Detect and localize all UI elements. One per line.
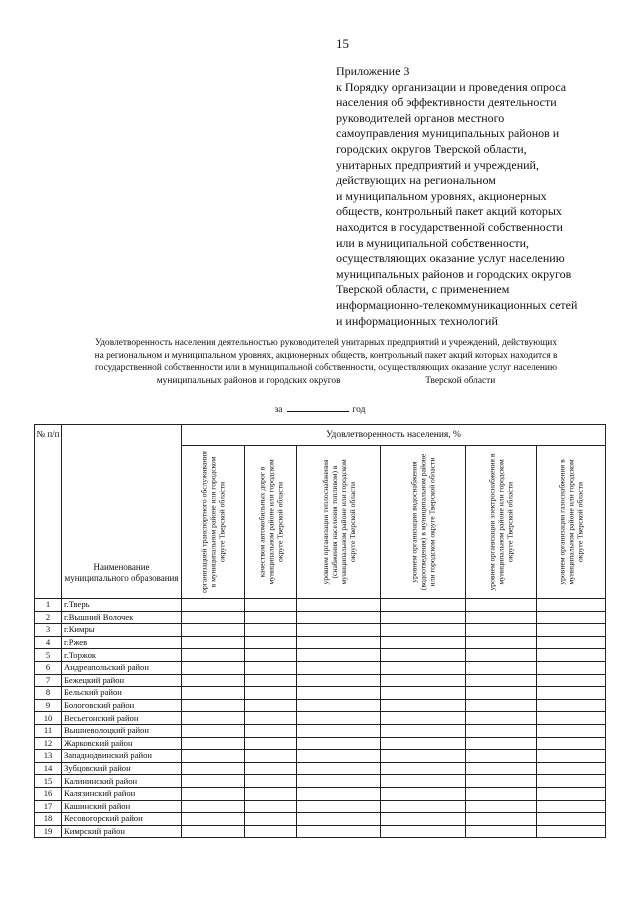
table-row [35,762,606,775]
municipality-name: Калининский район [62,775,182,788]
satisfaction-cell [537,825,606,838]
municipality-name: Кимрский район [62,825,182,838]
report-heading [40,337,612,387]
satisfaction-cell [297,699,381,712]
column-header-roads: качеством автомобильных дорог в муниципальном районе или городском округе Тверской области [245,446,297,599]
satisfaction-cell [381,611,466,624]
satisfaction-cell [537,649,606,662]
satisfaction-cell [297,737,381,750]
satisfaction-cell [381,750,466,763]
appendix-line: Тверской области, с применением [336,282,510,297]
table-row [35,775,606,788]
satisfaction-cell [182,611,245,624]
satisfaction-cell [245,825,297,838]
page-number: 15 [336,36,349,51]
column-header-electricity: уровнем организации электроснабжения в муниципальном районе или городском округе Тверской области [466,446,537,599]
satisfaction-cell [297,636,381,649]
table-row [35,712,606,725]
row-number: 11 [35,724,62,737]
table-row [35,724,606,737]
appendix-line: обществ, контрольный пакет акций которых [336,204,562,219]
satisfaction-cell [182,825,245,838]
satisfaction-cell [297,800,381,813]
table-row [35,750,606,763]
table-row [35,599,606,612]
appendix-line: или в муниципальной собственности, [336,235,529,250]
row-number: 15 [35,775,62,788]
municipality-name: г.Ржев [62,636,182,649]
satisfaction-cell [381,636,466,649]
row-number: 17 [35,800,62,813]
row-number: 14 [35,762,62,775]
satisfaction-cell [245,699,297,712]
satisfaction-cell [537,611,606,624]
appendix-note [336,64,632,329]
table-row [35,699,606,712]
satisfaction-cell [537,787,606,800]
row-number: 9 [35,699,62,712]
satisfaction-cell [297,750,381,763]
row-number: 18 [35,813,62,826]
satisfaction-cell [466,787,537,800]
appendix-line: к Порядку организации и проведения опроса [336,79,567,94]
table-row [35,611,606,624]
municipality-name: г.Кимры [62,624,182,637]
satisfaction-cell [245,599,297,612]
period-line [0,405,640,415]
appendix-line: Приложение 3 [336,64,410,78]
satisfaction-cell [537,712,606,725]
satisfaction-cell [297,611,381,624]
satisfaction-cell [182,649,245,662]
satisfaction-cell [381,649,466,662]
table-row [35,787,606,800]
satisfaction-cell [245,624,297,637]
column-header-heating: уровнем организации теплоснабжения (снабжения населения топливом) в муниципальном районе или городском округе Тверской области [297,446,381,599]
satisfaction-cell [381,762,466,775]
row-number: 19 [35,825,62,838]
appendix-line: населения об эффективности деятельности [336,95,557,110]
municipality-name: Калязинский район [62,787,182,800]
satisfaction-cell [381,813,466,826]
satisfaction-cell [182,712,245,725]
row-number: 12 [35,737,62,750]
satisfaction-cell [381,699,466,712]
appendix-line: городских округов Тверской области, [336,141,527,156]
municipality-name: Бологовский район [62,699,182,712]
row-number: 13 [35,750,62,763]
row-number: 6 [35,661,62,674]
table-row [35,800,606,813]
heading-line: государственной собственности или в муниципальной собственности, осуществляющих оказание услуг населению [95,363,557,374]
satisfaction-cell [297,712,381,725]
satisfaction-cell [297,661,381,674]
satisfaction-cell [182,750,245,763]
satisfaction-cell [537,724,606,737]
satisfaction-cell [297,687,381,700]
satisfaction-cell [245,712,297,725]
satisfaction-cell [297,649,381,662]
row-number: 7 [35,674,62,687]
satisfaction-cell [466,737,537,750]
satisfaction-cell [297,624,381,637]
column-header-name: Наименование муниципального образования [62,425,182,599]
satisfaction-cell [466,825,537,838]
satisfaction-cell [466,750,537,763]
satisfaction-cell [182,624,245,637]
table-row [35,624,606,637]
satisfaction-cell [297,813,381,826]
satisfaction-cell [381,825,466,838]
satisfaction-cell [466,624,537,637]
satisfaction-cell [182,762,245,775]
satisfaction-cell [182,813,245,826]
satisfaction-cell [466,649,537,662]
satisfaction-cell [297,775,381,788]
satisfaction-cell [466,661,537,674]
table-row [35,649,606,662]
satisfaction-cell [537,737,606,750]
satisfaction-cell [245,737,297,750]
satisfaction-cell [537,762,606,775]
table-row [35,687,606,700]
row-number: 8 [35,687,62,700]
satisfaction-cell [466,762,537,775]
period-suffix: год [352,405,366,415]
satisfaction-cell [537,813,606,826]
satisfaction-cell [537,636,606,649]
municipality-name: г.Вышний Волочек [62,611,182,624]
satisfaction-cell [297,674,381,687]
satisfaction-cell [182,787,245,800]
satisfaction-cell [537,775,606,788]
municipality-name: Западнодвинский район [62,750,182,763]
satisfaction-cell [466,724,537,737]
row-number: 16 [35,787,62,800]
heading-line: на региональном и муниципальном уровнях, акционерных обществ, контрольный пакет акций которых находится в [94,350,558,361]
satisfaction-table [34,424,606,838]
satisfaction-cell [245,687,297,700]
satisfaction-cell [182,674,245,687]
satisfaction-cell [182,687,245,700]
column-header-water: уровнем организации водоснабжения (водоотведения) в муниципальном районе или городском округе Тверской области [381,446,466,599]
period-blank [287,411,349,412]
row-number: 4 [35,636,62,649]
municipality-name: Весьегонский район [62,712,182,725]
satisfaction-cell [381,724,466,737]
appendix-line: информационно-телекоммуникационных сетей [336,297,578,312]
appendix-line: действующих на региональном [336,173,496,188]
table-row [35,661,606,674]
heading-line-right: Тверской области [425,375,496,386]
satisfaction-cell [466,599,537,612]
appendix-line: руководителей органов местного [336,110,505,125]
row-number: 3 [35,624,62,637]
municipality-name: Бежецкий район [62,674,182,687]
column-header-satisfaction: Удовлетворенность населения, % [182,425,606,446]
municipality-name: Кесовогорский район [62,813,182,826]
row-number: 1 [35,599,62,612]
period-prefix: за [274,405,283,415]
satisfaction-cell [297,724,381,737]
satisfaction-cell [381,674,466,687]
column-header-number: № п/п [35,425,62,599]
appendix-line: унитарных предприятий и учреждений, [336,157,539,172]
municipality-name: Зубцовский район [62,762,182,775]
municipality-name: г.Торжок [62,649,182,662]
satisfaction-cell [245,649,297,662]
satisfaction-cell [245,750,297,763]
row-number: 5 [35,649,62,662]
satisfaction-cell [182,599,245,612]
satisfaction-cell [182,699,245,712]
satisfaction-cell [537,599,606,612]
appendix-line: находится в государственной собственности [336,219,563,234]
satisfaction-cell [245,674,297,687]
municipality-name: Андреапольский район [62,661,182,674]
satisfaction-cell [381,800,466,813]
column-header-gas: уровнем организации газоснабжения в муниципальном районе или городском округе Тверской области [537,446,606,599]
table-row [35,674,606,687]
municipality-name: г.Тверь [62,599,182,612]
satisfaction-cell [381,787,466,800]
satisfaction-cell [381,624,466,637]
satisfaction-cell [381,687,466,700]
satisfaction-cell [537,624,606,637]
appendix-line: осуществляющих оказание услуг населению [336,251,565,266]
satisfaction-cell [537,800,606,813]
satisfaction-cell [297,825,381,838]
satisfaction-cell [381,775,466,788]
satisfaction-cell [245,762,297,775]
appendix-line: и муниципальном уровнях, акционерных [336,188,547,203]
satisfaction-cell [537,674,606,687]
satisfaction-cell [245,611,297,624]
appendix-line: и информационных технологий [336,313,498,328]
satisfaction-cell [182,800,245,813]
satisfaction-cell [182,775,245,788]
municipality-name: Жарковский район [62,737,182,750]
satisfaction-cell [245,636,297,649]
municipality-name: Вышневолоцкий район [62,724,182,737]
satisfaction-cell [245,813,297,826]
satisfaction-cell [466,611,537,624]
satisfaction-cell [381,661,466,674]
satisfaction-cell [182,737,245,750]
heading-line-left: муниципальных районов и городских округов [156,375,341,386]
satisfaction-cell [466,712,537,725]
table-row [35,737,606,750]
table-row [35,636,606,649]
satisfaction-cell [537,687,606,700]
satisfaction-cell [245,661,297,674]
satisfaction-cell [466,674,537,687]
satisfaction-cell [297,762,381,775]
satisfaction-cell [297,599,381,612]
heading-line: Удовлетворенность населения деятельностью руководителей унитарных предприятий и учреждений, действующих [94,338,558,348]
satisfaction-cell [466,813,537,826]
municipality-name: Бельский район [62,687,182,700]
satisfaction-cell [245,724,297,737]
satisfaction-cell [466,636,537,649]
satisfaction-cell [466,775,537,788]
satisfaction-cell [381,599,466,612]
satisfaction-cell [182,724,245,737]
table-row [35,813,606,826]
satisfaction-cell [297,787,381,800]
satisfaction-cell [381,712,466,725]
municipality-name: Кашинский район [62,800,182,813]
satisfaction-cell [381,737,466,750]
satisfaction-cell [537,750,606,763]
heading-line [40,375,612,388]
row-number: 2 [35,611,62,624]
satisfaction-cell [537,661,606,674]
satisfaction-cell [245,775,297,788]
satisfaction-cell [245,787,297,800]
satisfaction-cell [466,800,537,813]
satisfaction-cell [466,687,537,700]
appendix-line: муниципальных районов и городских округов [336,266,572,281]
column-header-transport: организацией транспортного обслуживания в муниципальном районе или городском округе Тверской области [182,446,245,599]
row-number: 10 [35,712,62,725]
satisfaction-cell [466,699,537,712]
appendix-line: самоуправления муниципальных районов и [336,126,560,141]
satisfaction-cell [537,699,606,712]
table-row [35,825,606,838]
table-body [35,599,606,838]
satisfaction-cell [245,800,297,813]
satisfaction-cell [182,661,245,674]
satisfaction-cell [182,636,245,649]
